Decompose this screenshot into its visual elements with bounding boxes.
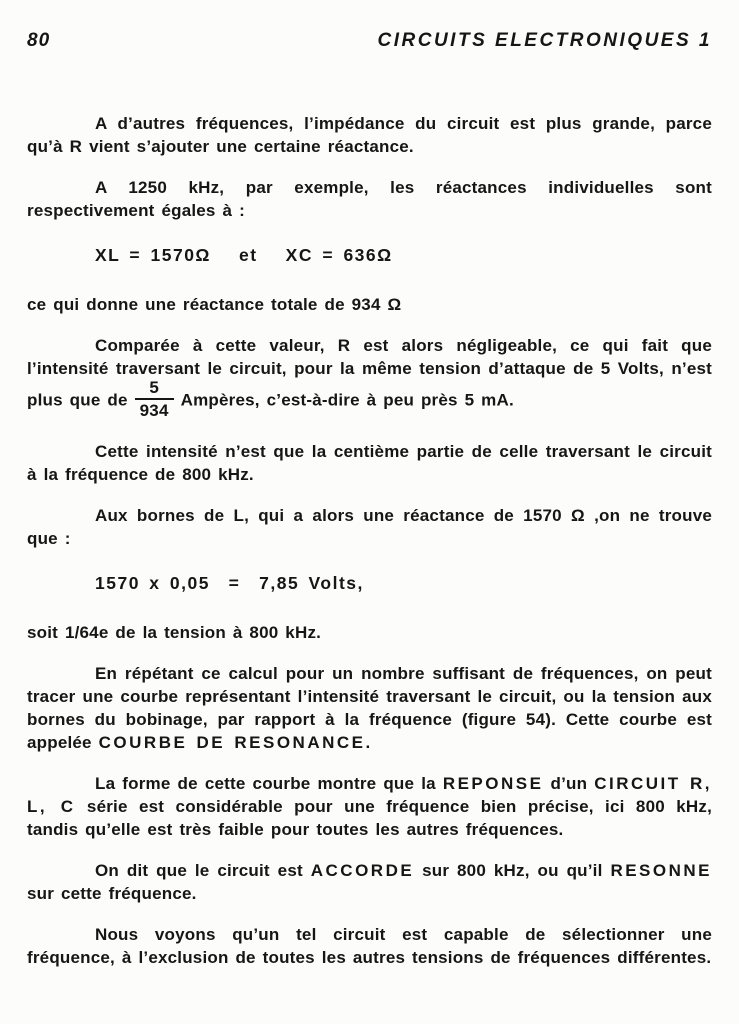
paragraph-text: La forme de cette courbe montre que la [95,774,443,794]
fraction-denominator: 934 [139,401,169,421]
paragraph-text: En répétant ce calcul pour un nombre suffisant de fréquences, on peut tracer une courbe représentant l’intensité traversant le circuit, ou la tension aux bornes du bobinage, par rapport à la fréquence (figure 54). Cette courbe est appelée [27,664,712,753]
paragraph-hundredth: Cette intensité n’est que la centième partie de celle traversant le circuit à la fréquence de 800 kHz. [27,442,712,485]
paragraph-resonance-curve [27,662,712,754]
page-body [27,112,712,969]
paragraph-soit-164e: soit 1/64e de la tension à 800 kHz. [27,623,322,643]
paragraph-with-fraction [27,334,712,422]
emphasis-circuit-rlc: CIRCUIT R, L, C [27,774,712,817]
emphasis-accorde: ACCORDE [310,861,415,881]
paragraph-total-reactance: ce qui donne une réactance totale de 934 Ω [27,295,402,314]
formula-voltage: 1570 x 0,05 = 7,85 Volts, [95,573,364,594]
paragraph-bornes-l: Aux bornes de L, qui a alors une réactance de 1570 Ω ,on ne trouve que : [27,506,712,549]
paragraph-text-after-fraction: Ampères, c’est-à-dire à peu près 5 mA. [180,390,514,410]
paragraph-1250khz: A 1250 kHz, par exemple, les réactances individuelles sont respectivement égales à : [27,178,712,220]
page-number: 80 [27,30,51,51]
page-header [27,30,712,52]
paragraph-accorde [27,859,712,905]
paragraph-text: série est considérable pour une fréquence bien précise, ici 800 kHz, tandis qu’elle est très faible pour toutes les autres fréquences. [27,797,713,840]
emphasis-resonne: RESONNE [610,861,713,881]
inline-fraction [135,378,174,420]
paragraph-response [27,772,712,841]
paragraph-text: sur 800 kHz, ou qu’il [414,861,611,881]
fraction-numerator: 5 [135,378,174,400]
paragraph-text: d’un [543,774,595,794]
paragraph-selection: Nous voyons qu’un tel circuit est capable de sélectionner une fréquence, à l’exclusion de toutes les autres tensions de fréquences différentes. [27,925,712,968]
paragraph-impedance: A d’autres fréquences, l’impédance du circuit est plus grande, parce qu’à R vient s’ajouter une certaine réactance. [27,114,712,156]
running-title: CIRCUITS ELECTRONIQUES 1 [377,30,712,51]
paragraph-text: sur cette fréquence. [27,884,197,904]
paragraph-text: On dit que le circuit est [95,861,311,881]
emphasis-courbe-de-resonance: COURBE DE RESONANCE. [98,733,373,753]
formula-reactances: XL = 1570Ω et XC = 636Ω [95,245,393,265]
paragraph-text-before-fraction: Comparée à cette valeur, R est alors négligeable, ce qui fait que l’intensité traversant le circuit, pour la même tension d’attaque de 5 Volts, n’est plus que de [27,336,712,410]
emphasis-reponse: REPONSE [442,774,544,794]
